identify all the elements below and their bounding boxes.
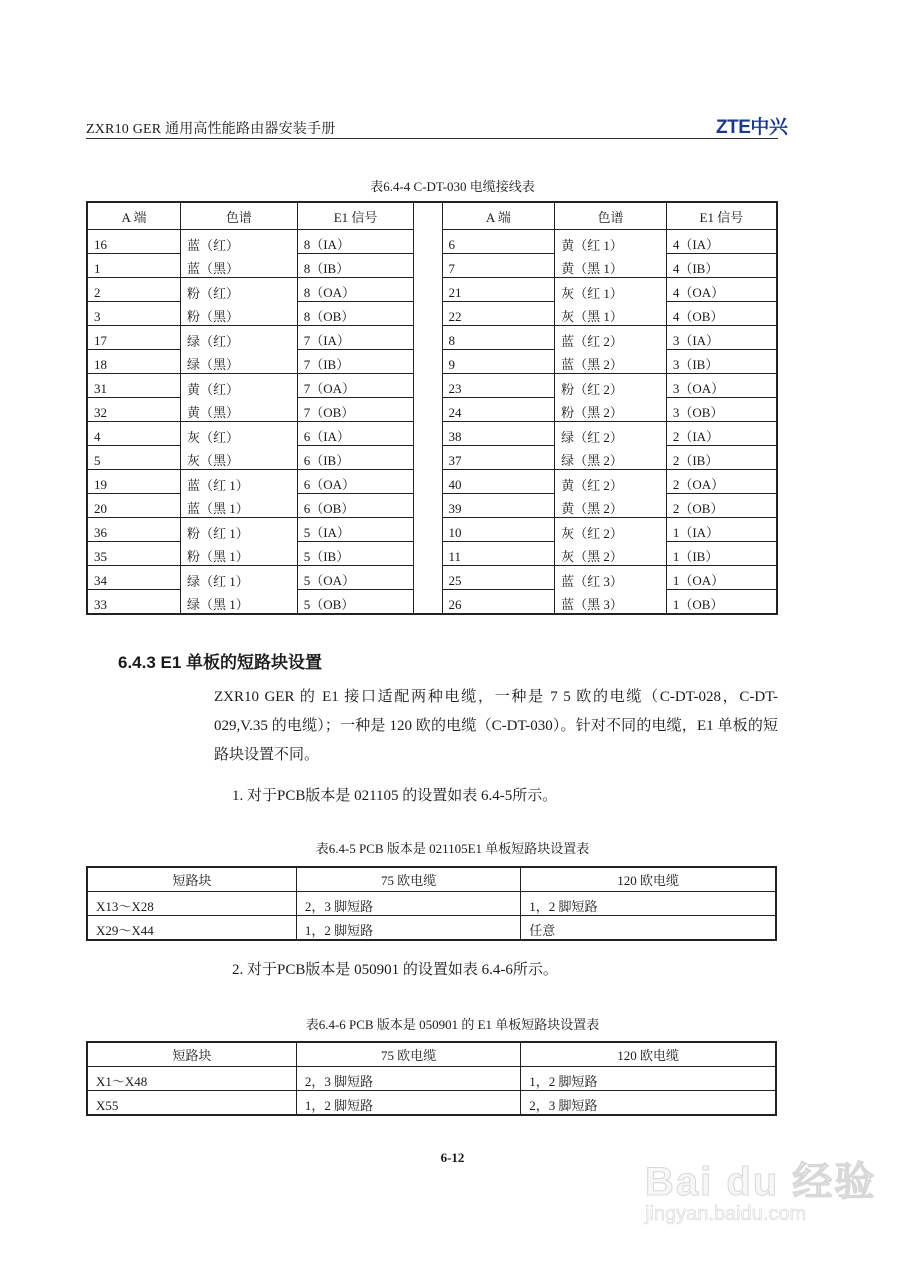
cell-color-code: 蓝（黑 1） [181, 494, 298, 518]
column-header-120-ohm: 120 欧电缆 [521, 1042, 776, 1067]
table-row [87, 350, 777, 374]
table-row [87, 470, 777, 494]
baidu-watermark [645, 1150, 876, 1226]
column-header-shorting-block: 短路块 [87, 1042, 296, 1067]
cell-shorting-block: X1～X48 [87, 1067, 296, 1091]
cell-a-end: 24 [442, 398, 555, 422]
cell-e1-signal: 2（IA） [666, 422, 777, 446]
table-gap [414, 542, 442, 566]
cell-a-end: 2 [87, 278, 181, 302]
column-header-color: 色谱 [181, 202, 298, 230]
column-header-a-end: A 端 [442, 202, 555, 230]
section-title: 6.4.3 E1 单板的短路块设置 [118, 653, 323, 672]
cell-a-end: 38 [442, 422, 555, 446]
cell-e1-signal: 7（OB） [297, 398, 414, 422]
table-gap [414, 398, 442, 422]
table-gap [414, 254, 442, 278]
table-gap [414, 326, 442, 350]
table-row [87, 1091, 776, 1116]
cell-e1-signal: 3（OB） [666, 398, 777, 422]
table-gap [414, 566, 442, 590]
cell-a-end: 9 [442, 350, 555, 374]
table-header-row [87, 867, 776, 892]
cell-e1-signal: 7（IA） [297, 326, 414, 350]
section-paragraph: ZXR10 GER 的 E1 接口适配两种电缆，一种是 7 5 欧的电缆（C-DT-028，C-DT-029,V.35 的电缆）；一种是 120 欧的电缆（C-DT-030）。针对不同的电缆，E1 单板的短路块设置不同。 [214, 689, 778, 763]
cell-e1-signal: 4（OB） [666, 302, 777, 326]
cell-e1-signal: 5（OA） [297, 566, 414, 590]
table-row [87, 494, 777, 518]
table-gap [414, 470, 442, 494]
table-row [87, 518, 777, 542]
cell-e1-signal: 2（OA） [666, 470, 777, 494]
cell-e1-signal: 2（OB） [666, 494, 777, 518]
cell-120-ohm: 任意 [521, 916, 776, 941]
cell-a-end: 31 [87, 374, 181, 398]
cell-color-code: 蓝（红） [181, 230, 298, 254]
table-row [87, 230, 777, 254]
shorting-block-table-050901 [86, 1041, 777, 1116]
list-item-1: 1. 对于PCB版本是 021105 的设置如表 6.4-5所示。 [232, 788, 558, 804]
table-gap [414, 446, 442, 470]
cell-a-end: 34 [87, 566, 181, 590]
cell-75-ohm: 2，3 脚短路 [296, 892, 520, 916]
cell-e1-signal: 4（OA） [666, 278, 777, 302]
cell-a-end: 19 [87, 470, 181, 494]
cell-a-end: 33 [87, 590, 181, 615]
table-6-4-6-caption: 表6.4-6 PCB 版本是 050901 的 E1 单板短路块设置表 [305, 1017, 600, 1032]
cell-color-code: 粉（黑 2） [555, 398, 667, 422]
cell-color-code: 蓝（黑） [181, 254, 298, 278]
cell-color-code: 黄（红 1） [555, 230, 667, 254]
cell-color-code: 灰（红 2） [555, 518, 667, 542]
shorting-block-table-021105 [86, 866, 777, 941]
cell-e1-signal: 3（IA） [666, 326, 777, 350]
cell-color-code: 粉（黑） [181, 302, 298, 326]
cell-75-ohm: 1，2 脚短路 [296, 1091, 520, 1116]
cell-e1-signal: 5（IA） [297, 518, 414, 542]
column-header-e1-signal: E1 信号 [666, 202, 777, 230]
cell-color-code: 蓝（红 2） [555, 326, 667, 350]
cell-120-ohm: 2，3 脚短路 [521, 1091, 776, 1116]
cell-e1-signal: 1（OB） [666, 590, 777, 615]
page-number: 6-12 [440, 1150, 465, 1165]
cell-color-code: 灰（红） [181, 422, 298, 446]
table-row [87, 1067, 776, 1091]
table-row [87, 590, 777, 615]
column-header-75-ohm: 75 欧电缆 [296, 1042, 520, 1067]
cell-e1-signal: 1（OA） [666, 566, 777, 590]
cell-color-code: 蓝（黑 2） [555, 350, 667, 374]
table-gap [414, 494, 442, 518]
table-6-4-5-caption: 表6.4-5 PCB 版本是 021105E1 单板短路块设置表 [315, 841, 590, 856]
cell-e1-signal: 8（OA） [297, 278, 414, 302]
cell-color-code: 粉（黑 1） [181, 542, 298, 566]
column-header-shorting-block: 短路块 [87, 867, 296, 892]
cell-a-end: 5 [87, 446, 181, 470]
table-row [87, 374, 777, 398]
cell-a-end: 16 [87, 230, 181, 254]
baidu-jingyan-logo-icon: Bai du 经验 [645, 1160, 877, 1204]
table-row [87, 422, 777, 446]
cell-e1-signal: 4（IB） [666, 254, 777, 278]
cell-color-code: 绿（红 2） [555, 422, 667, 446]
cell-color-code: 黄（黑 2） [555, 494, 667, 518]
cell-a-end: 37 [442, 446, 555, 470]
zte-logo: ZTE中兴 [716, 117, 788, 138]
cell-e1-signal: 6（OA） [297, 470, 414, 494]
document-header-title: ZXR10 GER 通用高性能路由器安装手册 [86, 122, 336, 137]
cell-color-code: 灰（黑 1） [555, 302, 667, 326]
cell-e1-signal: 3（OA） [666, 374, 777, 398]
cell-e1-signal: 1（IA） [666, 518, 777, 542]
table-header-row [87, 202, 777, 230]
table-gap [414, 278, 442, 302]
cell-color-code: 黄（红 2） [555, 470, 667, 494]
table-gap [414, 230, 442, 254]
cable-wiring-table [86, 201, 778, 615]
cell-color-code: 绿（红） [181, 326, 298, 350]
header-divider [86, 138, 778, 139]
cell-e1-signal: 3（IB） [666, 350, 777, 374]
cell-color-code: 粉（红 2） [555, 374, 667, 398]
cell-color-code: 粉（红） [181, 278, 298, 302]
table-gap [414, 202, 442, 230]
column-header-color: 色谱 [555, 202, 667, 230]
cell-e1-signal: 7（OA） [297, 374, 414, 398]
cell-a-end: 11 [442, 542, 555, 566]
cell-a-end: 23 [442, 374, 555, 398]
cell-e1-signal: 4（IA） [666, 230, 777, 254]
cell-a-end: 10 [442, 518, 555, 542]
cell-e1-signal: 5（IB） [297, 542, 414, 566]
cell-color-code: 灰（红 1） [555, 278, 667, 302]
table-gap [414, 518, 442, 542]
cell-color-code: 蓝（红 1） [181, 470, 298, 494]
cell-a-end: 1 [87, 254, 181, 278]
table-gap [414, 302, 442, 326]
table-row [87, 446, 777, 470]
table-row [87, 278, 777, 302]
column-header-120-ohm: 120 欧电缆 [521, 867, 776, 892]
cell-a-end: 26 [442, 590, 555, 615]
cell-a-end: 21 [442, 278, 555, 302]
cell-e1-signal: 5（OB） [297, 590, 414, 615]
table-gap [414, 590, 442, 615]
cell-120-ohm: 1，2 脚短路 [521, 892, 776, 916]
table-6-4-4-caption: 表6.4-4 C-DT-030 电缆接线表 [370, 179, 535, 194]
cell-75-ohm: 2，3 脚短路 [296, 1067, 520, 1091]
table-row [87, 302, 777, 326]
cell-a-end: 17 [87, 326, 181, 350]
cell-shorting-block: X29～X44 [87, 916, 296, 941]
table-row [87, 254, 777, 278]
cell-color-code: 黄（红） [181, 374, 298, 398]
cell-a-end: 32 [87, 398, 181, 422]
column-header-e1-signal: E1 信号 [297, 202, 414, 230]
cell-a-end: 25 [442, 566, 555, 590]
cell-color-code: 蓝（红 3） [555, 566, 667, 590]
cell-color-code: 绿（黑） [181, 350, 298, 374]
cell-e1-signal: 8（OB） [297, 302, 414, 326]
cell-color-code: 绿（黑 2） [555, 446, 667, 470]
cell-a-end: 3 [87, 302, 181, 326]
cell-e1-signal: 8（IB） [297, 254, 414, 278]
table-row [87, 398, 777, 422]
cell-a-end: 40 [442, 470, 555, 494]
cell-e1-signal: 6（IA） [297, 422, 414, 446]
cell-120-ohm: 1，2 脚短路 [521, 1067, 776, 1091]
cell-color-code: 黄（黑） [181, 398, 298, 422]
column-header-75-ohm: 75 欧电缆 [296, 867, 520, 892]
list-item-2: 2. 对于PCB版本是 050901 的设置如表 6.4-6所示。 [232, 962, 558, 978]
cell-a-end: 7 [442, 254, 555, 278]
table-header-row [87, 1042, 776, 1067]
cell-a-end: 39 [442, 494, 555, 518]
cell-75-ohm: 1，2 脚短路 [296, 916, 520, 941]
cell-a-end: 20 [87, 494, 181, 518]
cell-e1-signal: 2（IB） [666, 446, 777, 470]
table-row [87, 542, 777, 566]
cell-color-code: 绿（红 1） [181, 566, 298, 590]
cell-a-end: 6 [442, 230, 555, 254]
cell-a-end: 36 [87, 518, 181, 542]
table-gap [414, 422, 442, 446]
cell-a-end: 8 [442, 326, 555, 350]
table-row [87, 566, 777, 590]
table-row [87, 326, 777, 350]
cell-a-end: 35 [87, 542, 181, 566]
cell-color-code: 黄（黑 1） [555, 254, 667, 278]
table-gap [414, 350, 442, 374]
watermark-url: jingyan.baidu.com [645, 1203, 807, 1225]
cell-a-end: 18 [87, 350, 181, 374]
cell-color-code: 灰（黑） [181, 446, 298, 470]
cell-shorting-block: X13～X28 [87, 892, 296, 916]
table-gap [414, 374, 442, 398]
cell-color-code: 灰（黑 2） [555, 542, 667, 566]
table-row [87, 916, 776, 941]
cell-a-end: 22 [442, 302, 555, 326]
cell-e1-signal: 6（OB） [297, 494, 414, 518]
cell-e1-signal: 8（IA） [297, 230, 414, 254]
cell-shorting-block: X55 [87, 1091, 296, 1116]
cell-e1-signal: 1（IB） [666, 542, 777, 566]
table-row [87, 892, 776, 916]
column-header-a-end: A 端 [87, 202, 181, 230]
cell-e1-signal: 6（IB） [297, 446, 414, 470]
cell-color-code: 绿（黑 1） [181, 590, 298, 615]
cell-color-code: 粉（红 1） [181, 518, 298, 542]
cell-color-code: 蓝（黑 3） [555, 590, 667, 615]
cell-a-end: 4 [87, 422, 181, 446]
cell-e1-signal: 7（IB） [297, 350, 414, 374]
